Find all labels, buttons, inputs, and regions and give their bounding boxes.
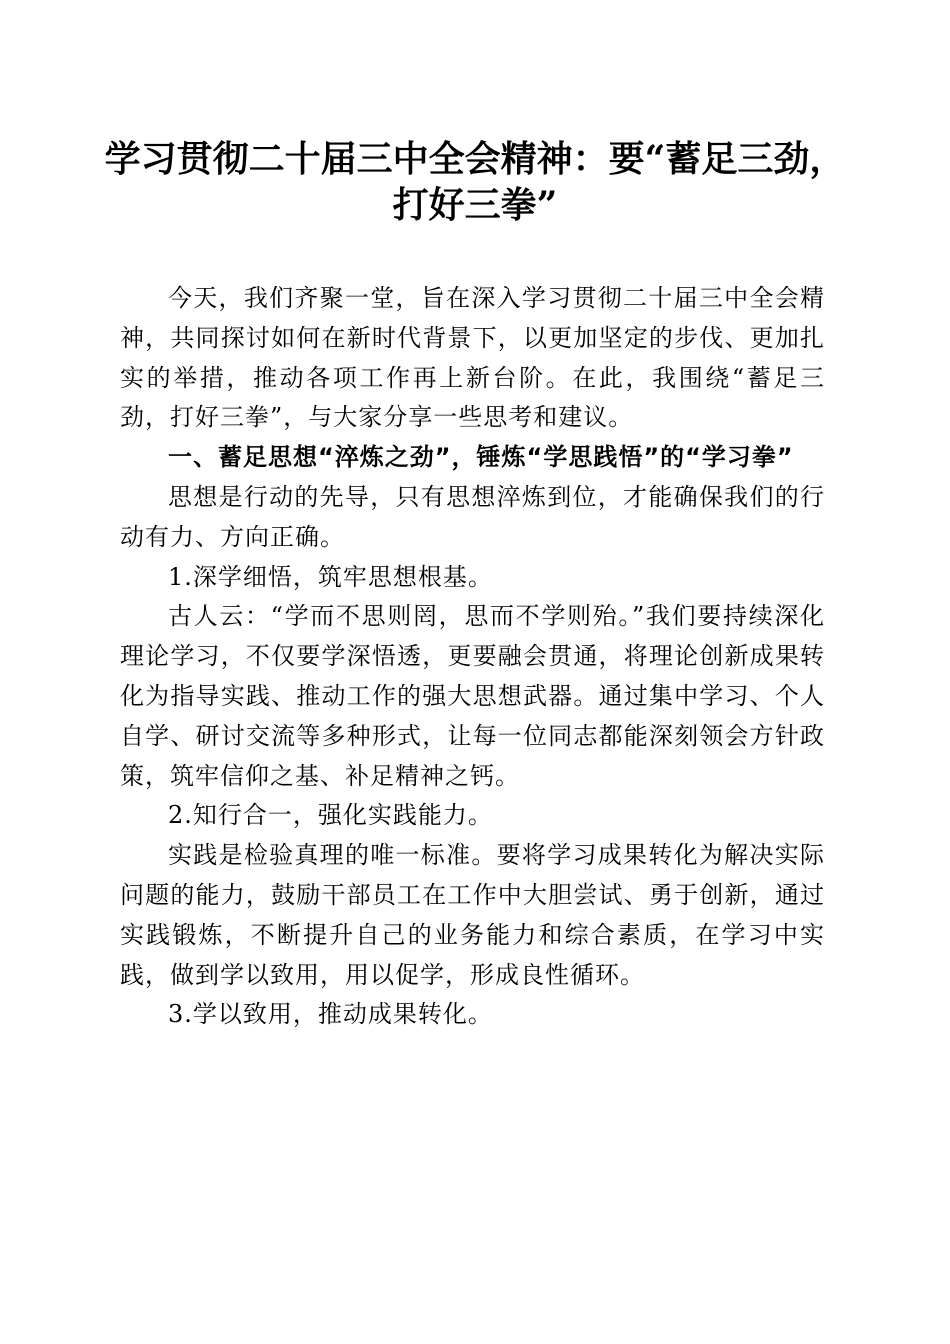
paragraph: 思想是行动的先导，只有思想淬炼到位，才能确保我们的行动有力、方向正确。	[120, 482, 825, 551]
document-title	[100, 136, 850, 228]
subheading-2: 2.知行合一，强化实践能力。	[168, 801, 493, 830]
title-line-2: 打好三拳”	[392, 184, 558, 226]
paragraph: 实践是检验真理的唯一标准。要将学习成果转化为解决实际问题的能力，鼓励干部员工在工作中大胆尝试、勇于创新，通过实践锻炼，不断提升自己的业务能力和综合素质，在学习中实践，做到学以致用，用以促学，形成良性循环。	[120, 841, 825, 989]
subheading-3: 3.学以致用，推动成果转化。	[168, 1000, 493, 1029]
subheading-1: 1.深学细悟，筑牢思想根基。	[168, 562, 493, 591]
document-body	[120, 279, 825, 1035]
paragraph-intro: 今天，我们齐聚一堂，旨在深入学习贯彻二十届三中全会精神，共同探讨如何在新时代背景下，以更加坚定的步伐、更加扎实的举措，推动各项工作再上新台阶。在此，我围绕“蓄足三劲，打好三拳”，与大家分享一些思考和建议。	[120, 284, 825, 432]
section-heading-1: 一、蓄足思想“淬炼之劲”，锤炼“学思践悟”的“学习拳”	[168, 443, 794, 472]
title-line-1: 学习贯彻二十届三中全会精神：要“蓄足三劲，	[104, 138, 846, 180]
paragraph: 古人云：“学而不思则罔，思而不学则殆。”我们要持续深化理论学习，不仅要学深悟透，更要融会贯通，将理论创新成果转化为指导实践、推动工作的强大思想武器。通过集中学习、个人自学、研讨交流等多种形式，让每一位同志都能深刻领会方针政策，筑牢信仰之基、补足精神之钙。	[120, 602, 825, 790]
